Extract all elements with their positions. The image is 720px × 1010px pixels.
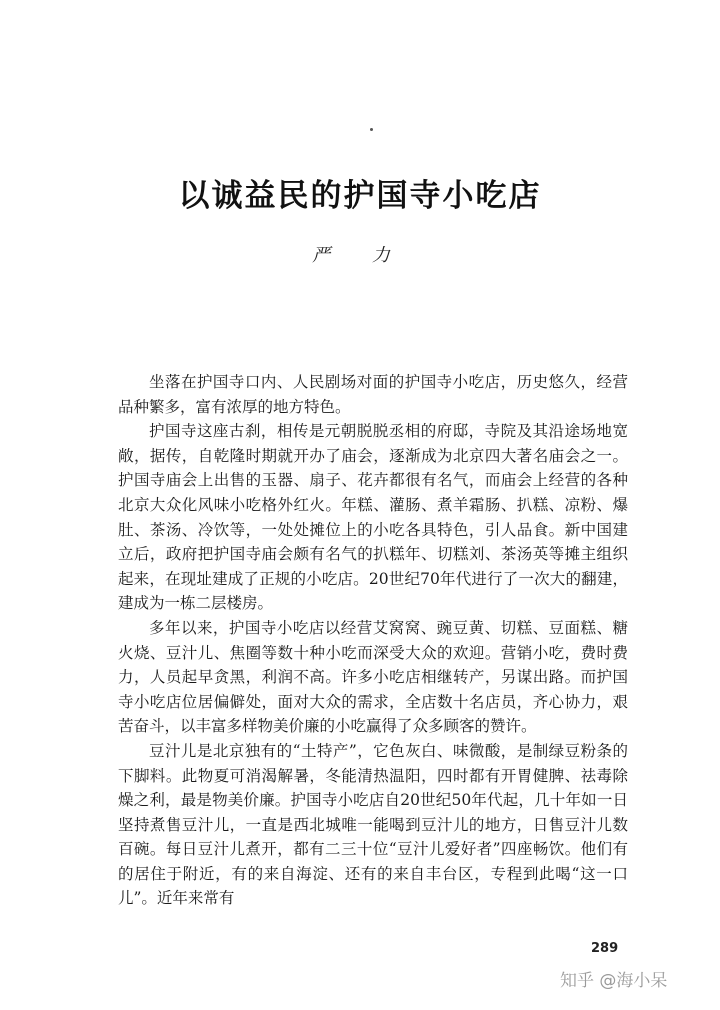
- page-number: 289: [591, 941, 619, 956]
- watermark: 知乎 @海小呆: [560, 971, 668, 991]
- paragraph: 护国寺这座古刹，相传是元朝脱脱丞相的府邸，寺院及其沿途场地宽敞，据传，自乾隆时期就开办了庙会，逐渐成为北京四大著名庙会之一。护国寺庙会上出售的玉器、扇子、花卉都很有名气，而庙会上经营的各种北京大众化风味小吃格外红火。年糕、灌肠、煮羊霜肠、扒糕、凉粉、爆肚、茶汤、冷饮等，一处处摊位上的小吃各具特色，引人品食。新中国建立后，政府把护国寺庙会颇有名气的扒糕年、切糕刘、茶汤英等摊主组织起来，在现址建成了正规的小吃店。20世纪70年代进行了一次大的翻建，建成为一栋二层楼房。: [118, 422, 628, 613]
- print-speck: [370, 128, 373, 131]
- paragraph: 豆汁儿是北京独有的“土特产”，它色灰白、味微酸，是制绿豆粉条的下脚料。此物夏可消渴解暑，冬能清热温阳，四时都有开胃健脾、祛毒除燥之利，最是物美价廉。护国寺小吃店自20世纪50年代起，几十年如一日坚持煮售豆汁儿，一直是西北城唯一能喝到豆汁儿的地方，日售豆汁儿数百碗。每日豆汁儿煮开，都有二三十位“豆汁儿爱好者”四座畅饮。他们有的居住于附近，有的来自海淀、还有的来自丰台区，专程到此喝“这一口儿”。近年来常有: [118, 741, 628, 908]
- article-body: [118, 370, 628, 911]
- article-author: 严 力: [312, 245, 408, 266]
- paragraph: 多年以来，护国寺小吃店以经营艾窝窝、豌豆黄、切糕、豆面糕、糖火烧、豆汁儿、焦圈等数十种小吃而深受大众的欢迎。营销小吃，费时费力，人员起早贪黑，利润不高。许多小吃店相继转产，另谋出路。而护国寺小吃店位居偏僻处，面对大众的需求，全店数十名店员，齐心协力，艰苦奋斗，以丰富多样物美价廉的小吃赢得了众多顾客的赞许。: [118, 618, 628, 736]
- paragraph: 坐落在护国寺口内、人民剧场对面的护国寺小吃店，历史悠久，经营品种繁多，富有浓厚的地方特色。: [118, 373, 628, 416]
- article-title: 以诚益民的护国寺小吃店: [178, 178, 542, 214]
